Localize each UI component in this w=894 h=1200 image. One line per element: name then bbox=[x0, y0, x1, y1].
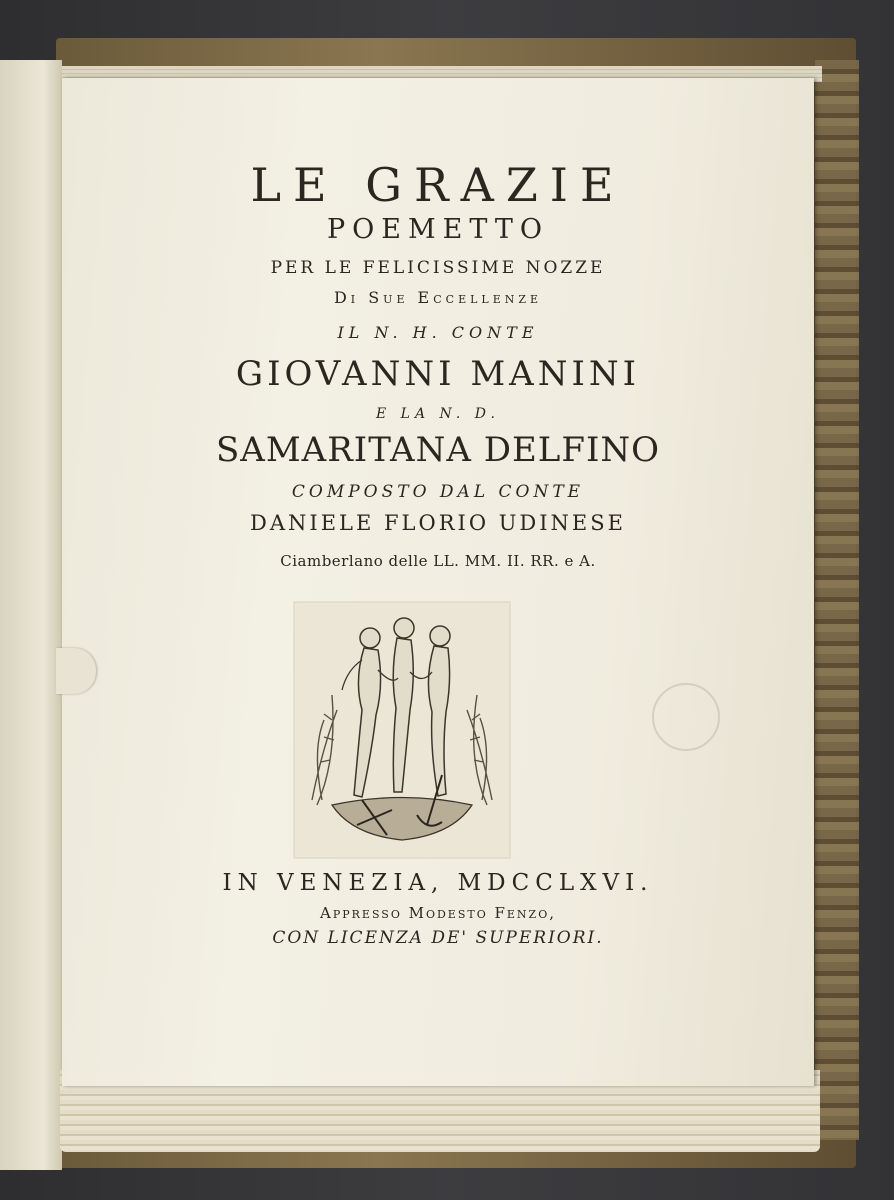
author-name: DANIELE FLORIO UDINESE bbox=[250, 511, 626, 535]
imprint-license: CON LICENZA DE' SUPERIORI. bbox=[272, 928, 604, 948]
bride-name: SAMARITANA DELFINO bbox=[215, 430, 661, 470]
composed-by: COMPOSTO DAL CONTE bbox=[291, 482, 585, 502]
dedication-line-1: PER LE FELICISSIME NOZZE bbox=[270, 258, 606, 278]
conjunction: E LA N. D. bbox=[376, 406, 500, 422]
imprint-place: IN VENEZIA, MDCCLXVI. bbox=[222, 870, 654, 896]
author-title: Ciamberlano delle LL. MM. II. RR. e A. bbox=[280, 552, 596, 570]
page-tab bbox=[56, 648, 96, 694]
title: LE GRAZIE bbox=[250, 158, 626, 212]
title-page bbox=[62, 78, 814, 1086]
left-page bbox=[0, 60, 62, 1170]
groom-name: GIOVANNI MANINI bbox=[235, 354, 641, 394]
dedication-line-3: IL N. H. CONTE bbox=[337, 323, 539, 342]
dedication-line-2: Di Sue Eccellenze bbox=[333, 288, 543, 307]
library-stamp bbox=[652, 683, 720, 751]
cover-edge bbox=[815, 60, 859, 1140]
three-graces-vignette-icon bbox=[292, 600, 512, 860]
imprint-printer: Appresso Modesto Fenzo, bbox=[320, 904, 556, 922]
subtitle: POEMETTO bbox=[326, 214, 550, 245]
